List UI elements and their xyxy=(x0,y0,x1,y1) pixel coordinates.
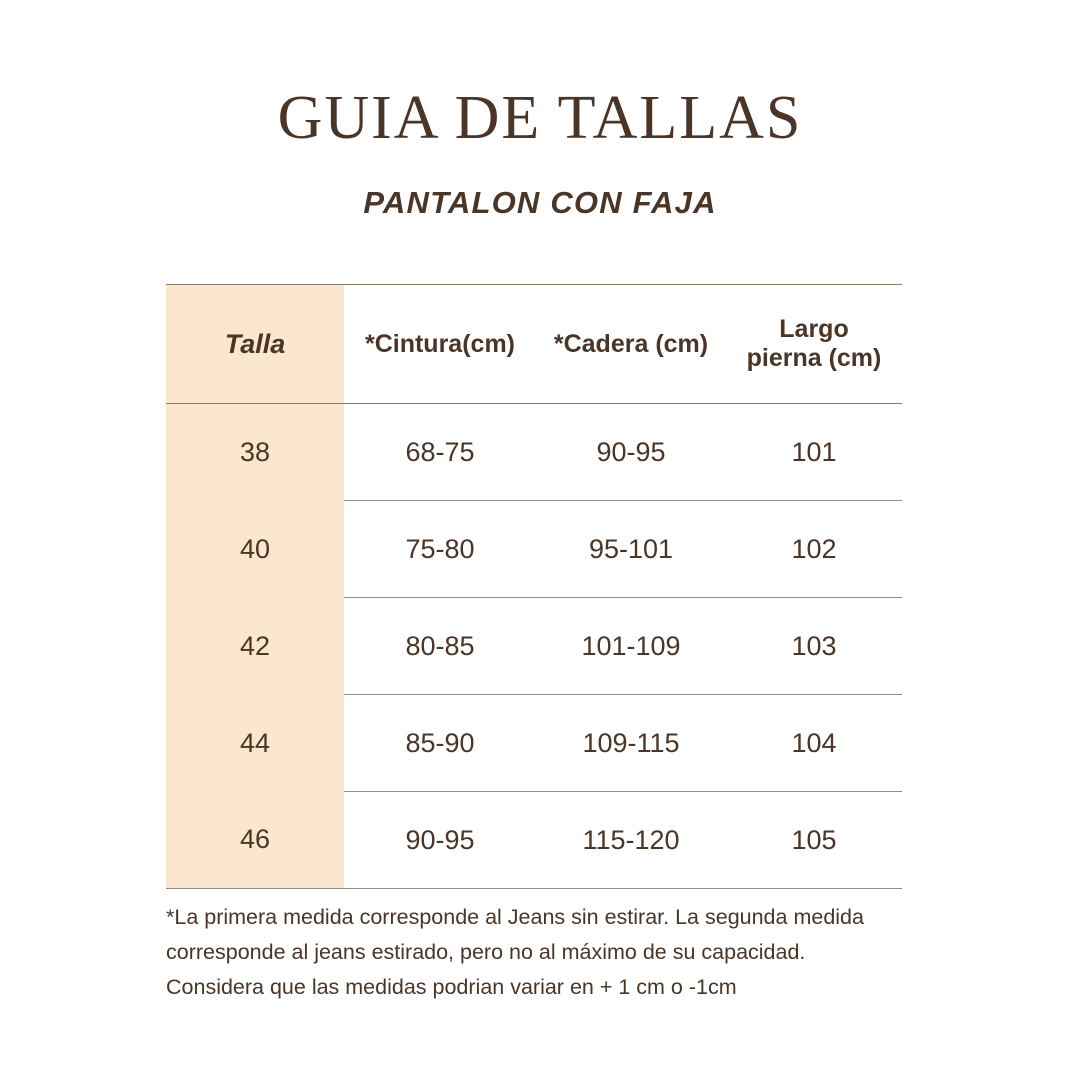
table-row xyxy=(166,792,902,889)
column-header-largo-pierna xyxy=(726,285,902,404)
page-title: GUIA DE TALLAS xyxy=(277,84,803,152)
table-header-row xyxy=(166,285,902,404)
column-header-cadera: *Cadera (cm) xyxy=(536,285,726,404)
column-header-largo-line2: pierna (cm) xyxy=(746,344,882,372)
cell-cadera: 109-115 xyxy=(536,695,726,792)
size-table xyxy=(166,284,902,889)
cell-cadera: 115-120 xyxy=(536,792,726,889)
table-row xyxy=(166,695,902,792)
cell-talla: 40 xyxy=(166,501,344,598)
cell-cadera: 101-109 xyxy=(536,598,726,695)
measurement-note xyxy=(166,900,966,1004)
column-header-cintura: *Cintura(cm) xyxy=(344,285,536,404)
cell-talla: 46 xyxy=(166,792,344,889)
cell-largo: 103 xyxy=(726,598,902,695)
cell-largo: 101 xyxy=(726,404,902,501)
cell-cintura: 85-90 xyxy=(344,695,536,792)
cell-cintura: 75-80 xyxy=(344,501,536,598)
page-subtitle: PANTALON CON FAJA xyxy=(363,185,717,221)
table-row xyxy=(166,501,902,598)
note-line-3: Considera que las medidas podrian variar en + 1 cm o -1cm xyxy=(166,974,737,999)
note-line-1: *La primera medida corresponde al Jeans sin estirar. La segunda medida xyxy=(166,905,864,929)
column-header-largo-line1: Largo xyxy=(779,314,849,343)
table-row xyxy=(166,404,902,501)
table-row xyxy=(166,598,902,695)
cell-cintura: 80-85 xyxy=(344,598,536,695)
cell-cadera: 90-95 xyxy=(536,404,726,501)
column-header-talla: Talla xyxy=(166,285,344,404)
cell-largo: 102 xyxy=(726,501,902,598)
cell-largo: 104 xyxy=(726,695,902,792)
cell-cintura: 90-95 xyxy=(344,792,536,889)
cell-talla: 38 xyxy=(166,404,344,501)
size-table-container xyxy=(166,284,902,889)
table-header xyxy=(166,285,902,404)
cell-talla: 42 xyxy=(166,598,344,695)
cell-cintura: 68-75 xyxy=(344,404,536,501)
cell-largo: 105 xyxy=(726,792,902,889)
cell-cadera: 95-101 xyxy=(536,501,726,598)
note-line-2: corresponde al jeans estirado, pero no al máximo de su capacidad. xyxy=(166,939,806,964)
cell-talla: 44 xyxy=(166,695,344,792)
table-body xyxy=(166,404,902,889)
